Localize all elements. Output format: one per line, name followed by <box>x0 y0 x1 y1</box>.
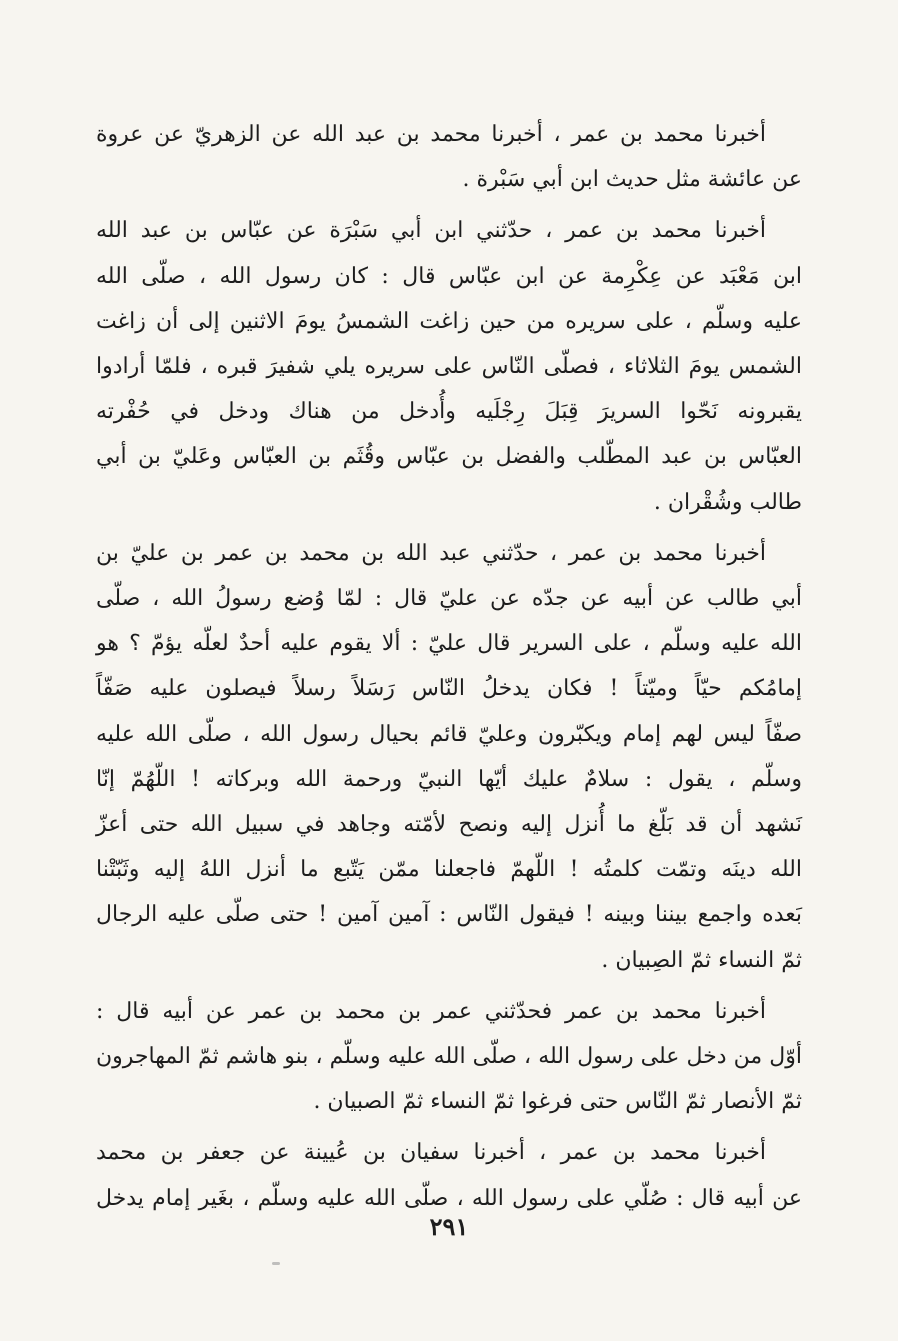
paragraph-1 <box>96 112 802 202</box>
text-line: عن أبيه قال : صُلّي على رسول الله ، صلّى الله عليه وسلّم ، بغَير إمام يدخل <box>96 1185 802 1211</box>
text-line: عن عائشة مثل حديث ابن أبي سَبْرة . <box>462 167 802 193</box>
text-line: وسلّم ، يقول : سلامٌ عليك أيّها النبيّ ورحمة الله وبركاته ! اللّهُمّ إنّا <box>96 766 802 792</box>
text-line: أخبرنا محمد بن عمر ، حدّثني عبد الله بن محمد بن عمر بن عليّ بن <box>96 540 766 566</box>
text-line: الشمس يومَ الثلاثاء ، فصلّى النّاس على سريره يلي شفيرَ قبره ، فلمّا أرادوا <box>96 354 802 380</box>
text-line: أخبرنا محمد بن عمر ، حدّثني ابن أبي سَبْرَة عن عبّاس بن عبد الله <box>96 218 766 244</box>
text-line: ثمّ الأنصار ثمّ النّاس حتى فرغوا ثمّ النساء ثمّ الصبيان . <box>313 1089 802 1115</box>
text-line: العبّاس بن عبد المطّلب والفضل بن عبّاس وقُثَم بن العبّاس وعَليّ بن أبي <box>96 444 802 470</box>
paragraph-3 <box>96 531 802 983</box>
paragraph-2 <box>96 208 802 524</box>
text-line: أبي طالب عن أبيه عن جدّه عن عليّ قال : لمّا وُضع رسولُ الله ، صلّى <box>96 586 802 612</box>
text-line: أخبرنا محمد بن عمر ، أخبرنا محمد بن عبد الله عن الزهريّ عن عروة <box>96 122 766 147</box>
text-line: إمامُكم حيّاً وميّتاً ! فكان يدخلُ النّاس رَسَلاً رسلاً فيصلون عليه صَفّاً <box>96 676 802 702</box>
text-line: طالب وشُقْران . <box>653 489 802 515</box>
text-line: صفّاً ليس لهم إمام ويكبّرون وعليّ قائم بحيال رسول الله ، صلّى الله عليه <box>96 721 802 747</box>
text-line: عليه وسلّم ، على سريره من حين زاغت الشمسُ يومَ الاثنين إلى أن زاغت <box>96 308 802 334</box>
text-line: أخبرنا محمد بن عمر فحدّثني عمر بن محمد بن عمر عن أبيه قال : <box>96 998 766 1024</box>
paragraph-4 <box>96 989 802 1125</box>
page-body <box>96 112 802 1227</box>
text-line: أوّل من دخل على رسول الله ، صلّى الله عليه وسلّم ، بنو هاشم ثمّ المهاجرون <box>96 1044 802 1070</box>
text-line: نَشهد أن قد بَلّغ ما أُنزل إليه ونصح لأمّته وجاهد في سبيل الله حتى أعزّ <box>96 812 802 838</box>
text-line: الله دينَه وتمّت كلمتُه ! اللّهمّ فاجعلنا ممّن يَتّبع ما أنزل اللهُ إليه وثَبّتْنا <box>96 857 802 883</box>
text-line: الله عليه وسلّم ، على السرير قال عليّ : ألا يقوم عليه أحدٌ لعلّه يؤمّ ؟ هو <box>96 631 802 657</box>
text-line: يقبرونه نَحّوا السريرَ قِبَلَ رِجْلَيه وأُدخل من هناك ودخل في حُفْرته <box>96 399 802 425</box>
paragraph-5 <box>96 1130 802 1220</box>
text-line: بَعده واجمع بيننا وبينه ! فيقول النّاس : آمين آمين ! حتى صلّى عليه الرجال <box>96 902 802 928</box>
text-line: ابن مَعْبَد عن عِكْرِمة عن ابن عبّاس قال : كان رسول الله ، صلّى الله <box>96 263 802 289</box>
text-line: ثمّ النساء ثمّ الصِبيان . <box>601 947 802 973</box>
scan-speck <box>272 1262 280 1265</box>
page-number: ٢٩١ <box>429 1212 469 1241</box>
text-line: أخبرنا محمد بن عمر ، أخبرنا سفيان بن عُيينة عن جعفر بن محمد <box>96 1140 766 1166</box>
